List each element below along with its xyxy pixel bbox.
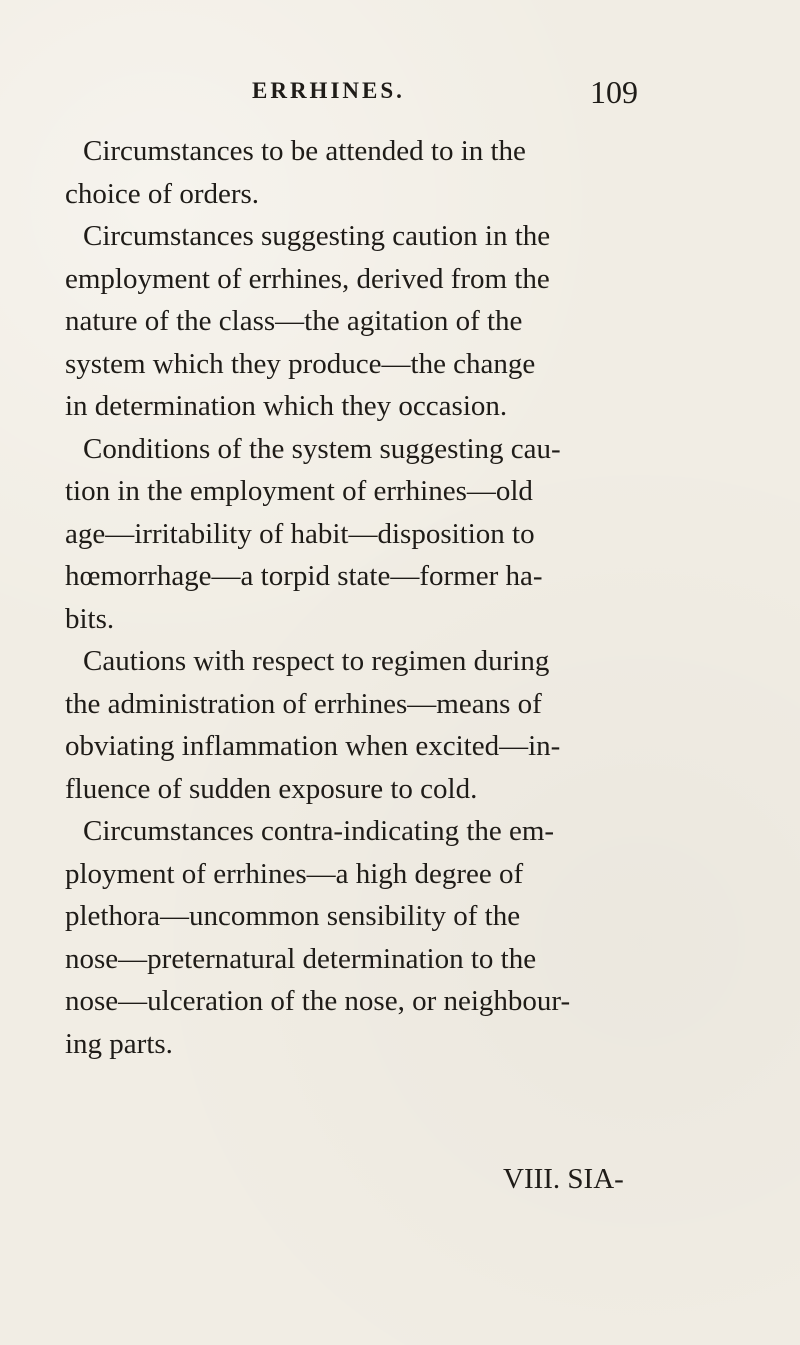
text-line: ing parts. [65,1027,173,1060]
text-line: fluence of sudden exposure to cold. [65,772,478,805]
text-line: plethora—uncommon sensibility of the [65,900,521,932]
text-line: nature of the class—the agitation of the [65,305,523,337]
page-body-text [65,130,665,1065]
text-line: system which they produce—the change [65,347,536,380]
text-line: in determination which they occasion. [65,390,508,422]
text-line: choice of orders. [65,177,260,210]
text-line: nose—preternatural determination to the [65,942,537,975]
text-line: Cautions with respect to regimen during [83,645,550,677]
running-head: ERRHINES. [252,78,405,103]
text-line: tion in the employment of errhines—old [65,475,533,507]
text-line: the administration of errhines—means of [65,687,542,720]
text-line: Circumstances to be attended to in the [83,135,526,167]
text-line: age—irritability of habit—disposition to [65,517,535,550]
text-line: bits. [65,602,115,635]
text-line: Circumstances suggesting caution in the [83,220,551,252]
text-line: nose—ulceration of the nose, or neighbour- [65,985,571,1017]
page-number: 109 [590,74,638,110]
catchword: VIII. SIA- [503,1163,624,1195]
text-line: Conditions of the system suggesting cau- [83,432,561,465]
text-line: obviating inflammation when excited—in- [65,730,561,762]
text-line: hœmorrhage—a torpid state—former ha- [65,560,543,592]
text-line: ployment of errhines—a high degree of [65,857,524,890]
text-line: Circumstances contra-indicating the em- [83,815,555,847]
text-line: employment of errhines, derived from the [65,262,550,295]
